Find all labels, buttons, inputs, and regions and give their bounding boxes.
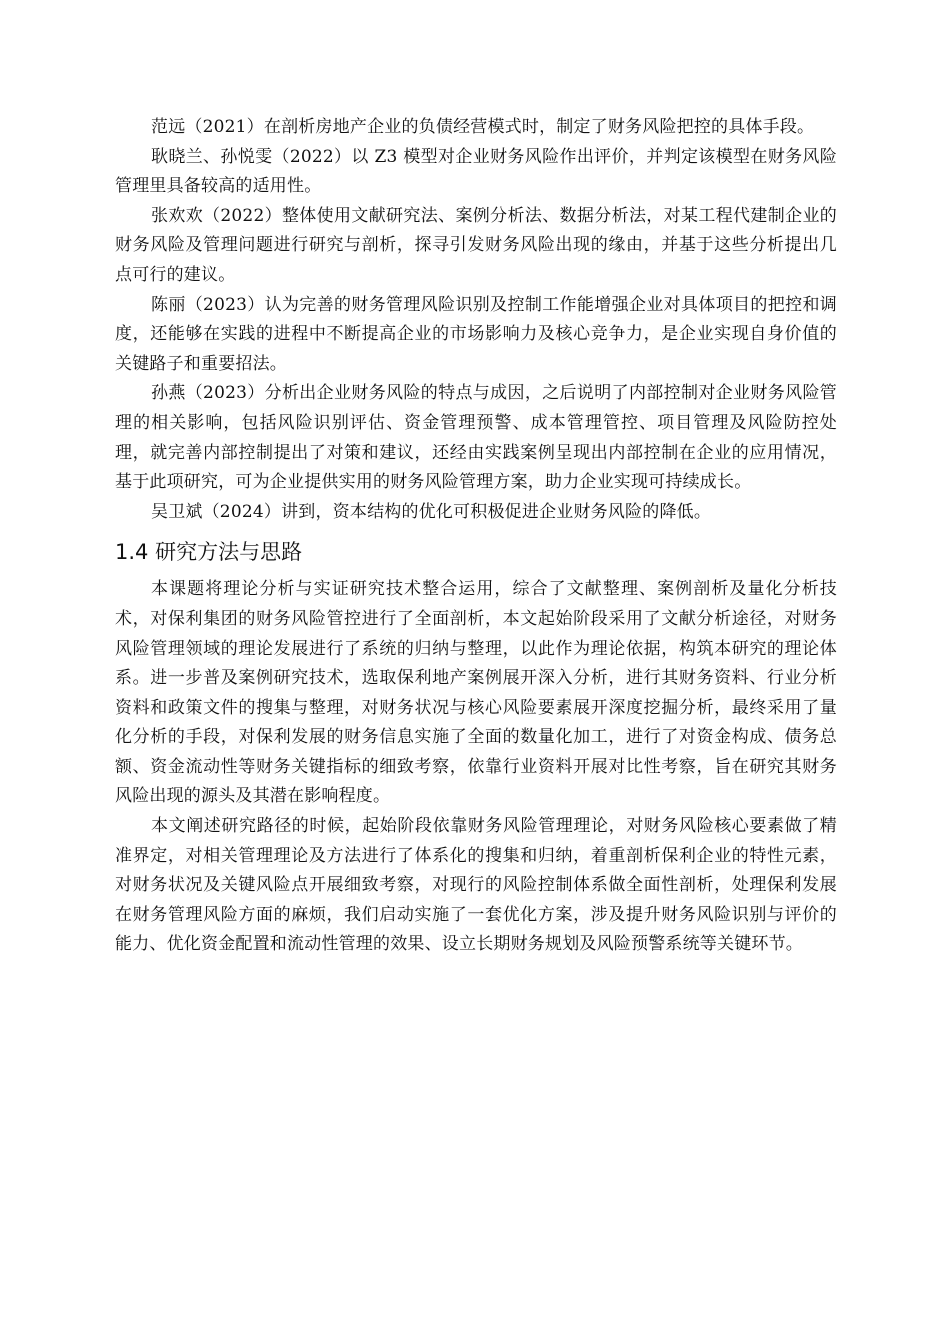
section-heading: 1.4 研究方法与思路 xyxy=(115,540,303,565)
document-body xyxy=(115,113,837,960)
paragraph-fan-yuan: 范远（2021）在剖析房地产企业的负债经营模式时，制定了财务风险把控的具体手段。 xyxy=(151,117,815,137)
paragraph-sun-yan: 孙燕（2023）分析出企业财务风险的特点与成因，之后说明了内部控制对企业财务风险管理的相关影响，包括风险识别评估、资金管理预警、成本管理管控、项目管理及风险防控处理，就完善内部控制提出了对策和建议，还经由实践案例呈现出内部控制在企业的应用情况，基于此项研究，可为企业提供实用的财务风险管理方案，助力企业实现可持续成长。 xyxy=(115,383,837,493)
paragraph-methods: 本课题将理论分析与实证研究技术整合运用，综合了文献整理、案例剖析及量化分析技术，对保利集团的财务风险管控进行了全面剖析，本文起始阶段采用了文献分析途径，对财务风险管理领域的理论发展进行了系统的归纳与整理，以此作为理论依据，构筑本研究的理论体系。进一步普及案例研究技术，选取保利地产案例展开深入分析，进行其财务资料、行业分析资料和政策文件的搜集与整理，对财务状况与核心风险要素展开深度挖掘分析，最终采用了量化分析的手段，对保利发展的财务信息实施了全面的数量化加工，进行了对资金构成、债务总额、资金流动性等财务关键指标的细致考察，依靠行业资料开展对比性考察，旨在研究其财务风险出现的源头及其潜在影响程度。 xyxy=(115,579,837,807)
paragraph-chen-li: 陈丽（2023）认为完善的财务管理风险识别及控制工作能增强企业对具体项目的把控和调度，还能够在实践的进程中不断提高企业的市场影响力及核心竞争力，是企业实现自身价值的关键路子和重要招法。 xyxy=(115,294,837,374)
paragraph-zhang-huanhuan: 张欢欢（2022）整体使用文献研究法、案例分析法、数据分析法，对某工程代建制企业的财务风险及管理问题进行研究与剖析，探寻引发财务风险出现的缘由，并基于这些分析提出几点可行的建议。 xyxy=(115,205,837,285)
paragraph-geng-xiaolan: 耿晓兰、孙悦雯（2022）以 Z3 模型对企业财务风险作出评价，并判定该模型在财务风险管理里具备较高的适用性。 xyxy=(115,146,837,197)
paragraph-research-path: 本文阐述研究路径的时候，起始阶段依靠财务风险管理理论，对财务风险核心要素做了精准界定，对相关管理理论及方法进行了体系化的搜集和归纳，着重剖析保利企业的特性元素，对财务状况及关键风险点开展细致考察，对现行的风险控制体系做全面性剖析，处理保利发展在财务管理风险方面的麻烦，我们启动实施了一套优化方案，涉及提升财务风险识别与评价的能力、优化资金配置和流动性管理的效果、设立长期财务规划及风险预警系统等关键环节。 xyxy=(115,816,837,955)
paragraph-wu-weibin: 吴卫斌（2024）讲到，资本结构的优化可积极促进企业财务风险的降低。 xyxy=(151,501,712,522)
